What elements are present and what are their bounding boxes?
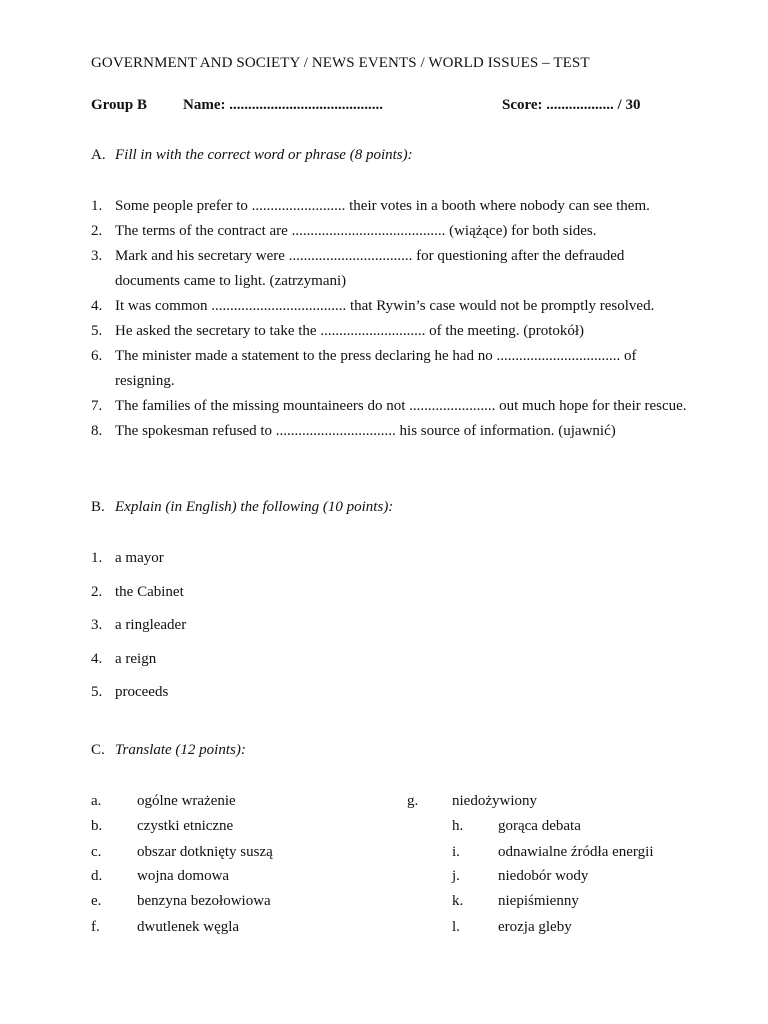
- list-item: 8. The spokesman refused to ................................ his source of information. (ujawnić): [91, 423, 616, 439]
- score-field: Score: .................. / 30: [502, 97, 641, 113]
- page-title: GOVERNMENT AND SOCIETY / NEWS EVENTS / WORLD ISSUES – TEST: [91, 55, 590, 71]
- list-item: 4. It was common .................................... that Rywin’s case would not be promptly resolved.: [91, 298, 655, 314]
- translate-term: niepiśmienny: [498, 893, 579, 909]
- section-c-marker: C.: [91, 742, 105, 758]
- list-item: 7. The families of the missing mountaineers do not ....................... out much hope for their rescue.: [91, 398, 687, 414]
- list-item: 5. proceeds: [91, 684, 169, 700]
- section-b-list: [91, 546, 391, 714]
- translate-term: obszar dotknięty suszą: [137, 844, 273, 860]
- translate-term: odnawialne źródła energii: [498, 844, 654, 860]
- translate-term: niedobór wody: [498, 868, 589, 884]
- list-item: 6. The minister made a statement to the press declaring he had no ................................. of resigning.: [91, 348, 637, 389]
- list-item: 3. Mark and his secretary were ................................. for questioning after the defrauded documents came to light. (zatrzymani): [91, 248, 625, 289]
- translate-term: erozja gleby: [498, 919, 572, 935]
- list-item: 5. He asked the secretary to take the ............................ of the meeting. (protokół): [91, 323, 585, 339]
- translate-letter: l.: [452, 919, 460, 935]
- section-b-marker: B.: [91, 499, 105, 515]
- translate-term: czystki etniczne: [137, 818, 234, 834]
- section-b-heading: Explain (in English) the following (10 points):: [115, 499, 394, 515]
- translate-letter: k.: [452, 893, 464, 909]
- list-item: 2. the Cabinet: [91, 583, 184, 600]
- translate-term: benzyna bezołowiowa: [137, 893, 271, 909]
- translate-term: wojna domowa: [137, 868, 230, 884]
- translate-letter: d.: [91, 868, 103, 884]
- section-a-heading: Fill in with the correct word or phrase (8 points):: [115, 147, 413, 163]
- translate-letter: a.: [91, 793, 102, 809]
- translate-letter: f.: [91, 919, 100, 935]
- translate-letter: i.: [452, 844, 460, 860]
- list-item: 2. The terms of the contract are ......................................... (wiążące) for both sides.: [91, 223, 597, 239]
- list-item: 3. a ringleader: [91, 617, 187, 633]
- translate-letter: h.: [452, 818, 464, 834]
- translate-term: gorąca debata: [498, 818, 581, 834]
- translate-letter: e.: [91, 893, 102, 909]
- section-a-marker: A.: [91, 147, 106, 163]
- translate-term: dwutlenek węgla: [137, 919, 240, 935]
- list-item: 1. a mayor: [91, 550, 164, 566]
- translate-letter: c.: [91, 844, 102, 860]
- translate-letter: g.: [407, 793, 419, 809]
- group-label: Group B: [91, 97, 147, 113]
- translate-term: niedożywiony: [452, 793, 537, 809]
- name-field: Name: .........................................: [183, 97, 383, 113]
- translate-letter: b.: [91, 818, 103, 834]
- list-item: 1. Some people prefer to ......................... their votes in a booth where nobody can see them.: [91, 198, 650, 214]
- translate-term: ogólne wrażenie: [137, 793, 236, 809]
- translate-letter: j.: [452, 868, 460, 884]
- section-c-heading: Translate (12 points):: [115, 742, 246, 758]
- list-item: 4. a reign: [91, 650, 157, 667]
- section-a-list: [91, 194, 691, 444]
